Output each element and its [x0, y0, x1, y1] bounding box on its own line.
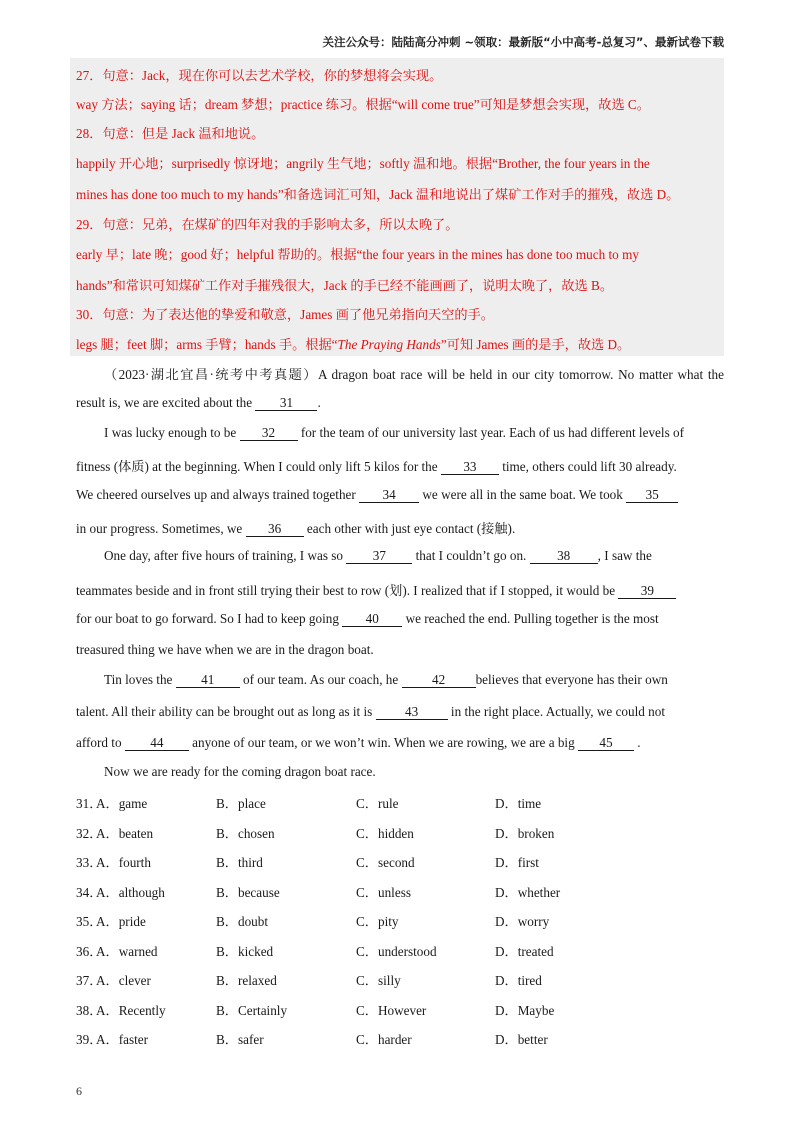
- option-b[interactable]: B．chosen: [216, 826, 275, 841]
- option-d[interactable]: D．time: [495, 796, 542, 811]
- passage-line: for our boat to go forward. So I had to keep going 40 we reached the end. Pulling together is the most: [76, 611, 659, 626]
- option-d[interactable]: D．worry: [495, 914, 550, 929]
- question-row: [76, 970, 726, 988]
- option-b[interactable]: B．relaxed: [216, 973, 277, 988]
- answer-line: hands”和常识可知煤矿工作对手摧残很大，Jack 的手已经不能画画了，说明太晚了，故选 B。: [76, 278, 614, 293]
- option-a[interactable]: A．pride: [96, 914, 146, 929]
- blank-35[interactable]: 35: [626, 488, 678, 503]
- option-b[interactable]: B．kicked: [216, 944, 274, 959]
- blank-39[interactable]: 39: [618, 584, 676, 599]
- blank-45[interactable]: 45: [578, 736, 634, 751]
- option-c[interactable]: C．pity: [356, 914, 399, 929]
- option-c[interactable]: C．harder: [356, 1032, 412, 1047]
- option-c[interactable]: C．unless: [356, 885, 411, 900]
- option-c[interactable]: C．understood: [356, 944, 437, 959]
- question-number: 38．: [76, 1003, 103, 1018]
- option-c[interactable]: C．silly: [356, 973, 401, 988]
- blank-34[interactable]: 34: [359, 488, 419, 503]
- option-b[interactable]: B．Certainly: [216, 1003, 288, 1018]
- option-b[interactable]: B．place: [216, 796, 266, 811]
- page-number: 6: [76, 1084, 82, 1098]
- answer-line: 28．句意：但是 Jack 温和地说。: [76, 126, 265, 141]
- option-b[interactable]: B．doubt: [216, 914, 269, 929]
- option-a[interactable]: A．warned: [96, 944, 158, 959]
- question-row: [76, 823, 726, 841]
- option-c[interactable]: C．However: [356, 1003, 427, 1018]
- option-c[interactable]: C．second: [356, 855, 415, 870]
- question-number: 35．: [76, 914, 103, 929]
- blank-41[interactable]: 41: [176, 673, 240, 688]
- option-a[interactable]: A．although: [96, 885, 165, 900]
- option-a[interactable]: A．clever: [96, 973, 151, 988]
- option-d[interactable]: D．better: [495, 1032, 548, 1047]
- option-b[interactable]: B．third: [216, 855, 263, 870]
- option-c[interactable]: C．rule: [356, 796, 399, 811]
- passage-line: fitness (体质) at the beginning. When I could only lift 5 kilos for the 33 time, others could lift 30 already.: [76, 459, 677, 474]
- option-b[interactable]: B．because: [216, 885, 280, 900]
- question-row: [76, 852, 726, 870]
- passage-line: We cheered ourselves up and always trained together 34 we were all in the same boat. We took 35: [76, 487, 678, 503]
- passage-line: （2023·湖北宜昌·统考中考真题）A dragon boat race will be held in our city tomorrow. No matter what the: [104, 367, 724, 382]
- answer-line: 27．句意：Jack，现在你可以去艺术学校，你的梦想将会实现。: [76, 68, 443, 83]
- blank-36[interactable]: 36: [246, 522, 304, 537]
- option-a[interactable]: A．fourth: [96, 855, 151, 870]
- answer-line: 29．句意：兄弟，在煤矿的四年对我的手影响太多，所以太晚了。: [76, 217, 459, 232]
- question-number: 36．: [76, 944, 103, 959]
- question-row: [76, 1000, 726, 1018]
- option-b[interactable]: B．safer: [216, 1032, 264, 1047]
- answer-line: legs 腿；feet 脚；arms 手臂；hands 手。根据“The Praying Hands”可知 James 画的是手，故选 D。: [76, 337, 631, 352]
- blank-44[interactable]: 44: [125, 736, 189, 751]
- blank-38[interactable]: 38: [530, 549, 598, 564]
- passage-line: afford to 44 anyone of our team, or we won’t win. When we are rowing, we are a big 45 .: [76, 735, 641, 750]
- question-number: 33．: [76, 855, 103, 870]
- passage-line: treasured thing we have when we are in the dragon boat.: [76, 642, 374, 657]
- blank-42[interactable]: 42: [402, 673, 476, 688]
- question-number: 37．: [76, 973, 103, 988]
- answer-line: early 早；late 晚；good 好；helpful 帮助的。根据“the four years in the mines has done too much to my: [76, 247, 639, 262]
- option-d[interactable]: D．Maybe: [495, 1003, 555, 1018]
- page-header: 关注公众号：陆陆高分冲刺 ~领取：最新版“小中高考-总复习”、最新试卷下载: [322, 35, 724, 49]
- option-d[interactable]: D．tired: [495, 973, 542, 988]
- passage-line: result is, we are excited about the 31 .: [76, 395, 321, 410]
- question-row: [76, 911, 726, 929]
- option-a[interactable]: A．Recently: [96, 1003, 166, 1018]
- passage-line: Tin loves the 41 of our team. As our coach, he 42 believes that everyone has their own: [104, 672, 668, 687]
- blank-31[interactable]: 31: [255, 396, 317, 411]
- question-row: [76, 941, 726, 959]
- question-row: [76, 882, 726, 900]
- question-row: [76, 793, 726, 811]
- blank-40[interactable]: 40: [342, 612, 402, 627]
- option-a[interactable]: A．faster: [96, 1032, 148, 1047]
- blank-37[interactable]: 37: [346, 549, 412, 564]
- blank-33[interactable]: 33: [441, 460, 499, 475]
- question-number: 34．: [76, 885, 103, 900]
- answer-line: happily 开心地；surprisedly 惊讶地；angrily 生气地；softly 温和地。根据“Brother, the four years in the: [76, 156, 650, 171]
- passage-line: Now we are ready for the coming dragon boat race.: [104, 764, 376, 779]
- question-number: 32．: [76, 826, 103, 841]
- passage-line: teammates beside and in front still trying their best to row (划). I realized that if I stopped, it would be 39: [76, 580, 676, 599]
- option-a[interactable]: A．game: [96, 796, 148, 811]
- option-d[interactable]: D．whether: [495, 885, 561, 900]
- passage-line: I was lucky enough to be 32 for the team of our university last year. Each of us had different levels of: [104, 425, 684, 440]
- answer-line: mines has done too much to my hands”和备选词汇可知，Jack 温和地说出了煤矿工作对手的摧残，故选 D。: [76, 187, 680, 202]
- question-number: 39．: [76, 1032, 103, 1047]
- passage-line: One day, after five hours of training, I was so 37 that I couldn’t go on. 38 , I saw the: [104, 548, 652, 563]
- passage-line: talent. All their ability can be brought out as long as it is 43 in the right place. Actually, we could not: [76, 704, 666, 719]
- option-c[interactable]: C．hidden: [356, 826, 414, 841]
- answer-line: 30．句意：为了表达他的挚爱和敬意，James 画了他兄弟指向天空的手。: [76, 307, 494, 322]
- option-d[interactable]: D．broken: [495, 826, 555, 841]
- blank-43[interactable]: 43: [376, 705, 448, 720]
- blank-32[interactable]: 32: [240, 426, 298, 441]
- option-d[interactable]: D．first: [495, 855, 539, 870]
- answer-line: way 方法；saying 话；dream 梦想；practice 练习。根据“will come true”可知是梦想会实现，故选 C。: [76, 97, 650, 112]
- option-d[interactable]: D．treated: [495, 944, 554, 959]
- question-row: [76, 1029, 726, 1047]
- question-number: 31．: [76, 796, 103, 811]
- passage-line: in our progress. Sometimes, we 36 each other with just eye contact (接触).: [76, 521, 516, 536]
- option-a[interactable]: A．beaten: [96, 826, 154, 841]
